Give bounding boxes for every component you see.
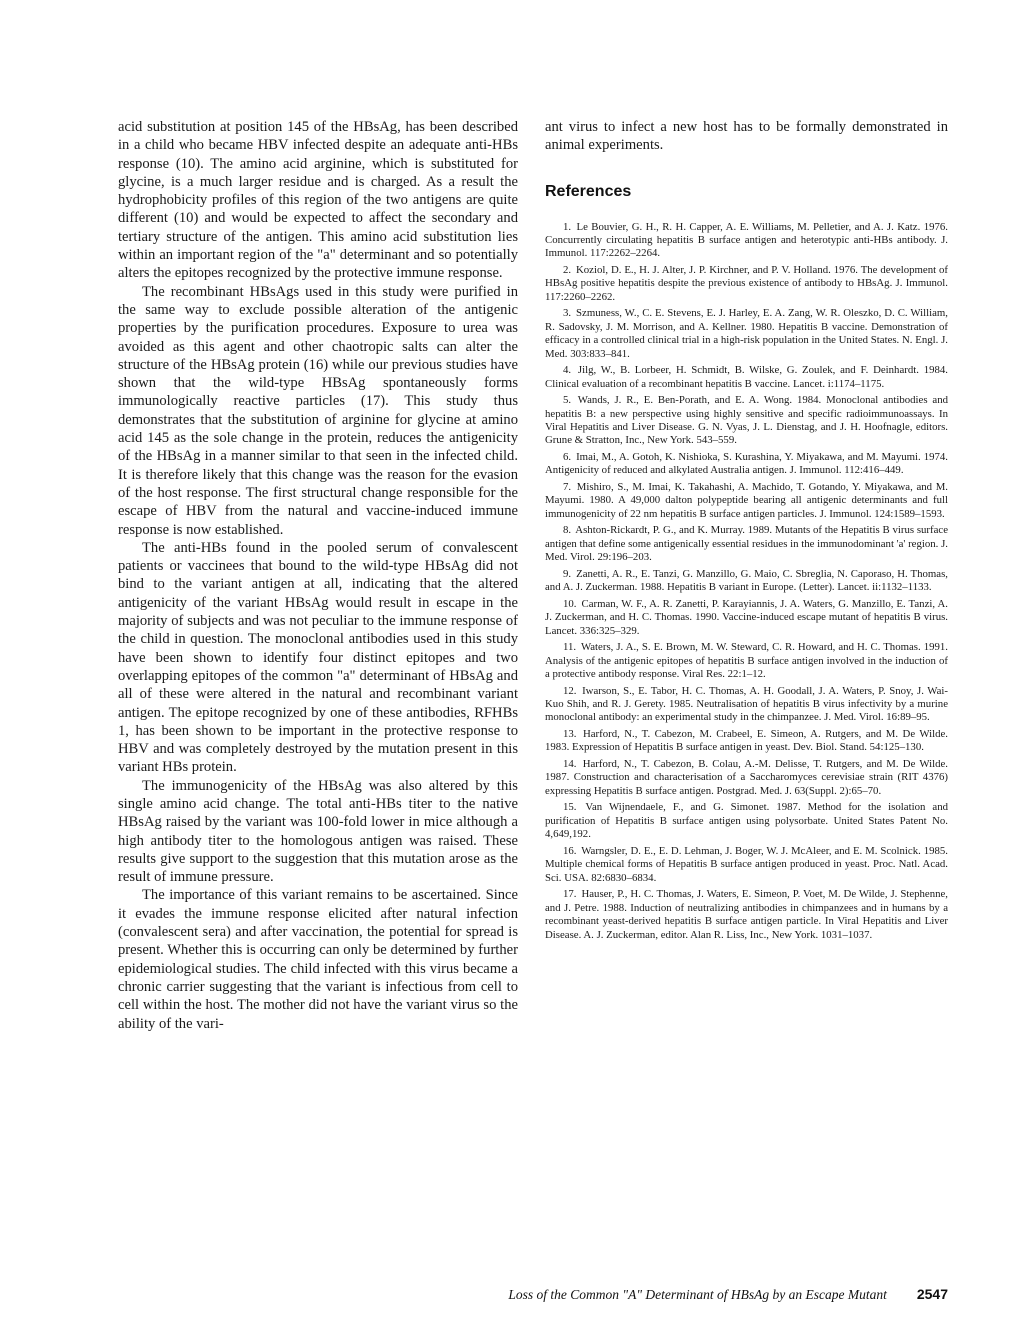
- reference-text: Wands, J. R., E. Ben-Porath, and E. A. Wong. 1984. Monoclonal antibodies and hepatitis B: a new perspective using highly sensitive and specific radioimmunoassays. In Viral Hepatitis and Liver Disease. G. N. Vyas, J. L. Dienstag, and J. H. Hoofnagle, editors. Grune & Stratton, Inc., New York. 543–559.: [545, 394, 948, 447]
- reference-item: [545, 845, 948, 885]
- reference-text: Harford, N., T. Cabezon, B. Colau, A.-M. Delisse, T. Rutgers, and M. De Wilde. 1987. Construction and characterisation of a Saccharomyces cerevisiae strain (RIT 4376) expressing Hepatitis B surface antigen. Postgrad. Med. J. 63(Suppl. 2):65–70.: [545, 758, 948, 797]
- reference-number: 1.: [563, 220, 572, 233]
- reference-text: Iwarson, S., E. Tabor, H. C. Thomas, A. H. Goodall, J. A. Waters, P. Snoy, J. Wai-Kuo Shih, and R. J. Gerety. 1985. Neutralisation of hepatitis B virus infectivity by a murine monoclonal antibody: an experimental study in the chimpanzee. J. Med. Virol. 16:89–95.: [545, 684, 948, 724]
- reference-number: 13.: [563, 728, 577, 741]
- body-paragraph-1: acid substitution at position 145 of the HBsAg, has been described in a child who became HBV infected despite an adequate anti-HBs response (10). The amino acid arginine, which is substituted for glycine, is a much larger residue and is charged. As a result the hydrophobicity profiles of this region of the two antigens are quite different (10) and would be expected to affect the secondary and tertiary structure of the antigen. This amino acid substitution lies within an important region of the "a" determinant and so potentially alters the epitopes recognized by the protective immune response.: [118, 119, 518, 282]
- reference-number: 8.: [563, 524, 572, 537]
- reference-item: [545, 728, 948, 755]
- reference-number: 6.: [563, 451, 572, 464]
- reference-text: Warngsler, D. E., E. D. Lehman, J. Boger, W. J. McAleer, and E. M. Scolnick. 1985. Multiple chemical forms of Hepatitis B surface antigen produced in yeast. Proc. Natl. Acad. Sci. USA. 82:6830–6834.: [545, 844, 948, 884]
- reference-number: 10.: [563, 597, 577, 610]
- body-paragraph-4: The immunogenicity of the HBsAg was also altered by this single amino acid change. The total anti-HBs titer to the native HBsAg raised by the variant was 100-fold lower in mice although a high antibody titer to the homologous antigen was raised. These results give support to the suggestion that this mutation arose as the result of immune pressure.: [118, 777, 518, 886]
- reference-text: Ashton-Rickardt, P. G., and K. Murray. 1989. Mutants of the Hepatitis B virus surface antigen that define some antigenically essential residues in the immunodominant 'a' region. J. Med. Virol. 29:196–203.: [545, 524, 949, 564]
- right-column: [545, 118, 948, 945]
- reference-list: [545, 221, 948, 942]
- reference-item: [545, 641, 948, 681]
- reference-number: 16.: [563, 844, 577, 857]
- reference-text: Koziol, D. E., H. J. Alter, J. P. Kirchner, and P. V. Holland. 1976. The development of HBsAg positive hepatitis despite the previous existence of antibody to HBsAg. J. Immunol. 117:2260–2262.: [545, 264, 948, 303]
- reference-number: 3.: [563, 307, 572, 320]
- carryover-paragraph: ant virus to infect a new host has to be formally demonstrated in animal experiments.: [545, 119, 948, 154]
- reference-number: 11.: [563, 641, 577, 654]
- reference-item: [545, 685, 948, 725]
- reference-item: [545, 481, 948, 521]
- reference-text: Zanetti, A. R., E. Tanzi, G. Manzillo, G. Maio, C. Sbreglia, N. Caporaso, H. Thomas, and A. J. Zuckerman. 1988. Hepatitis B variant in Europe. (Letter). Lancet. ii:1132–1133.: [545, 567, 948, 594]
- reference-item: [545, 524, 948, 564]
- reference-number: 15.: [563, 801, 577, 814]
- reference-text: Carman, W. F., A. R. Zanetti, P. Karayiannis, J. A. Waters, G. Manzillo, E. Tanzi, A. J. Zuckerman, and H. C. Thomas. 1990. Vaccine-induced escape mutant of hepatitis B virus. Lancet. 336:325–329.: [545, 597, 948, 637]
- reference-number: 5.: [563, 394, 572, 407]
- reference-text: Mishiro, S., M. Imai, K. Takahashi, A. Machido, T. Gotando, Y. Miyakawa, and M. Mayumi. 1980. A 49,000 dalton polypeptide bearing all antigenic determinants and full immunogenicity of 22 nm hepatitis B surface antigen particles. J. Immunol. 124:1589–1593.: [545, 481, 948, 520]
- reference-item: [545, 801, 948, 841]
- reference-item: [545, 264, 948, 304]
- reference-number: 12.: [563, 684, 577, 697]
- reference-item: [545, 451, 948, 478]
- reference-item: [545, 364, 948, 391]
- body-paragraph-3: The anti-HBs found in the pooled serum of convalescent patients or vaccinees that bound to the wild-type HBsAg did not bind to the variant antigen at all, indicating that the altered antigenicity of the variant HBsAg would result in escape in the majority of subjects and was not peculiar to the immune response of the child in question. The monoclonal antibodies used in this study have been shown to identify four distinct epitopes and two overlapping epitopes of the common "a" determinant of HBsAg and all of these were altered in the natural and recombinant variant antigen. The epitope recognized by one of these antibodies, RFHBs 1, has been shown to be important in the protective response to HBV and was completely destroyed by the mutation present in this variant HBs protein.: [118, 539, 518, 776]
- reference-number: 4.: [563, 364, 572, 377]
- reference-number: 14.: [563, 758, 577, 771]
- reference-item: [545, 888, 948, 942]
- body-paragraph-5: The importance of this variant remains to be ascertained. Since it evades the immune response elicited after natural infection (convalescent sera) and after vaccination, the potential for spread is present. Whether this is occurring can only be determined by further epidemiological studies. The child infected with this virus became a chronic carrier suggesting that the variant is infectious from cell to cell within the host. The mother did not have the variant virus so the ability of the vari-: [118, 887, 518, 1032]
- reference-text: Imai, M., A. Gotoh, K. Nishioka, S. Kurashina, Y. Miyakawa, and M. Mayumi. 1974. Antigenicity of reduced and alkylated Australia antigen. J. Immunol. 112:416–449.: [545, 451, 948, 477]
- left-column: [118, 118, 518, 1033]
- running-title: Loss of the Common "A" Determinant of HBsAg by an Escape Mutant: [508, 1287, 887, 1302]
- page-footer: [478, 1286, 948, 1303]
- reference-number: 9.: [563, 567, 572, 580]
- reference-text: Le Bouvier, G. H., R. H. Capper, A. E. Williams, M. Pelletier, and A. J. Katz. 1976. Concurrently circulating hepatitis B surface antigen and heterotypic anti-HBs antibody. J. Immunol. 117:2262–2264.: [545, 220, 948, 260]
- references-heading: References: [545, 182, 632, 200]
- reference-number: 2.: [563, 264, 572, 276]
- reference-text: Jilg, W., B. Lorbeer, H. Schmidt, B. Wilske, G. Zoulek, and F. Deinhardt. 1984. Clinical evaluation of a recombinant hepatitis B vaccine. Lancet. i:1174–1175.: [545, 364, 948, 390]
- reference-item: [545, 221, 948, 261]
- reference-item: [545, 307, 948, 361]
- reference-item: [545, 568, 948, 595]
- body-paragraph-2: The recombinant HBsAgs used in this study were purified in the same way to exclude possible alteration of the antigenic properties by the purification procedures. Exposure to urea was avoided as this agent and other chaotropic salts can alter the structure of the HBsAg protein (16) while our previous studies have shown that the wild-type HBsAg spontaneously forms immunologically reactive particles (17). This study thus demonstrates that the substitution of arginine for glycine at amino acid 145 as the sole change in the protein, reduces the antigenicity of the HBsAg in a manner similar to that seen in the infected child. It is therefore likely that this change was the reason for the evasion of the host response. The first structural change responsible for the escape of HBV from the natural and vaccine-induced immune response is now established.: [118, 283, 518, 538]
- page-number: 2547: [916, 1286, 948, 1302]
- reference-text: Harford, N., T. Cabezon, M. Crabeel, E. Simeon, A. Rutgers, and M. De Wilde. 1983. Expression of Hepatitis B surface antigen in yeast. Dev. Biol. Stand. 54:125–130.: [545, 728, 948, 754]
- reference-text: Hauser, P., H. C. Thomas, J. Waters, E. Simeon, P. Voet, M. De Wilde, J. Stephenne, and J. Petre. 1988. Induction of neutralizing antibodies in chimpanzees and in humans by a recombinant yeast-derived hepatitis B surface antigen particle. In Viral Hepatitis and Liver Disease. A. J. Zuckerman, editor. Alan R. Liss, Inc., New York. 1031–1037.: [545, 888, 949, 941]
- reference-number: 7.: [563, 481, 572, 494]
- reference-number: 17.: [563, 888, 577, 901]
- reference-text: Waters, J. A., S. E. Brown, M. W. Steward, C. R. Howard, and H. C. Thomas. 1991. Analysis of the antigenic epitopes of hepatitis B surface antigen involved in the induction of a protective antibody response. Viral Res. 22:1–12.: [545, 641, 948, 681]
- reference-item: [545, 394, 948, 448]
- reference-item: [545, 598, 948, 638]
- reference-text: Van Wijnendaele, F., and G. Simonet. 1987. Method for the isolation and purification of Hepatitis B surface antigen using polysorbate. United States Patent No. 4,649,192.: [545, 801, 948, 841]
- reference-text: Szmuness, W., C. E. Stevens, E. J. Harley, E. A. Zang, W. R. Oleszko, D. C. William, R. Sadovsky, J. M. Morrison, and A. Kellner. 1980. Hepatitis B vaccine. Demonstration of efficacy in a controlled clinical trial in a high-risk population in the United States. N. Engl. J. Med. 303:833–841.: [545, 307, 948, 360]
- reference-item: [545, 758, 948, 798]
